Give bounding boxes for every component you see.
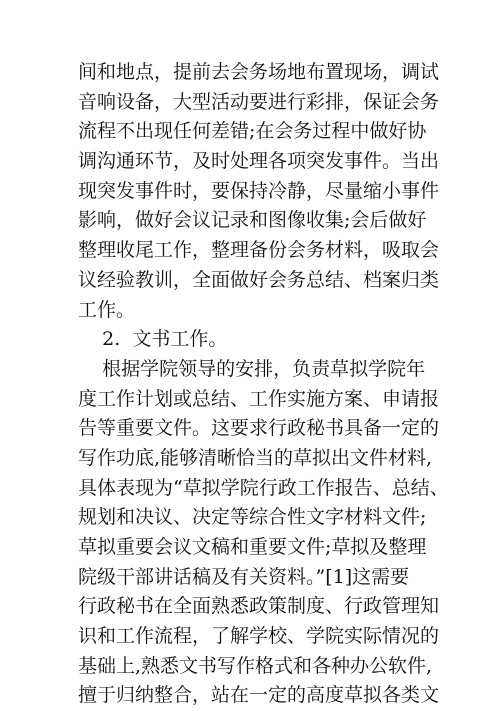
text-line: 具体表现为“草拟学院行政工作报告、总结、	[78, 476, 449, 499]
text-line: 规划和决议、决定等综合性文字材料文件;	[78, 506, 427, 529]
text-line: 行政秘书在全面熟悉政策制度、行政管理知	[78, 595, 440, 618]
text-line: 流程不出现任何差错;在会务过程中做好协	[78, 120, 427, 143]
text-line: 度工作计划或总结、工作实施方案、申请报	[78, 387, 440, 410]
text-line: 影响，做好会议记录和图像收集;会后做好	[78, 209, 427, 232]
text-line: 根据学院领导的安排，负责草拟学院年	[78, 357, 426, 380]
section-heading: 2. 文书工作。	[78, 328, 228, 351]
text-line: 告等重要文件。这要求行政秘书具备一定的	[78, 417, 440, 440]
text-line: 院级干部讲话稿及有关资料。”[1]这需要	[78, 565, 410, 588]
text-line: 议经验教训，全面做好会务总结、档案归类	[78, 268, 440, 291]
text-line: 音响设备，大型活动要进行彩排，保证会务	[78, 90, 440, 113]
text-line: 擅于归纳整合，站在一定的高度草拟各类文	[78, 684, 440, 707]
text-line: 写作功底,能够清晰恰当的草拟出文件材料,	[78, 446, 433, 469]
text-line: 草拟重要会议文稿和重要文件;草拟及整理	[78, 536, 427, 558]
text-line: 调沟通环节，及时处理各项突发事件。当出	[78, 150, 440, 173]
text-line: 整理收尾工作，整理备份会务材料，吸取会	[78, 239, 440, 262]
text-line: 工作。	[78, 298, 136, 321]
text-line: 识和工作流程，了解学校、学院实际情况的	[78, 625, 440, 648]
text-line: 间和地点，提前去会务场地布置现场，调试	[78, 61, 440, 83]
text-line: 现突发事件时，要保持冷静，尽量缩小事件	[78, 179, 440, 202]
text-line: 基础上,熟悉文书写作格式和各种办公软件,	[78, 654, 433, 677]
document-body	[78, 58, 449, 711]
